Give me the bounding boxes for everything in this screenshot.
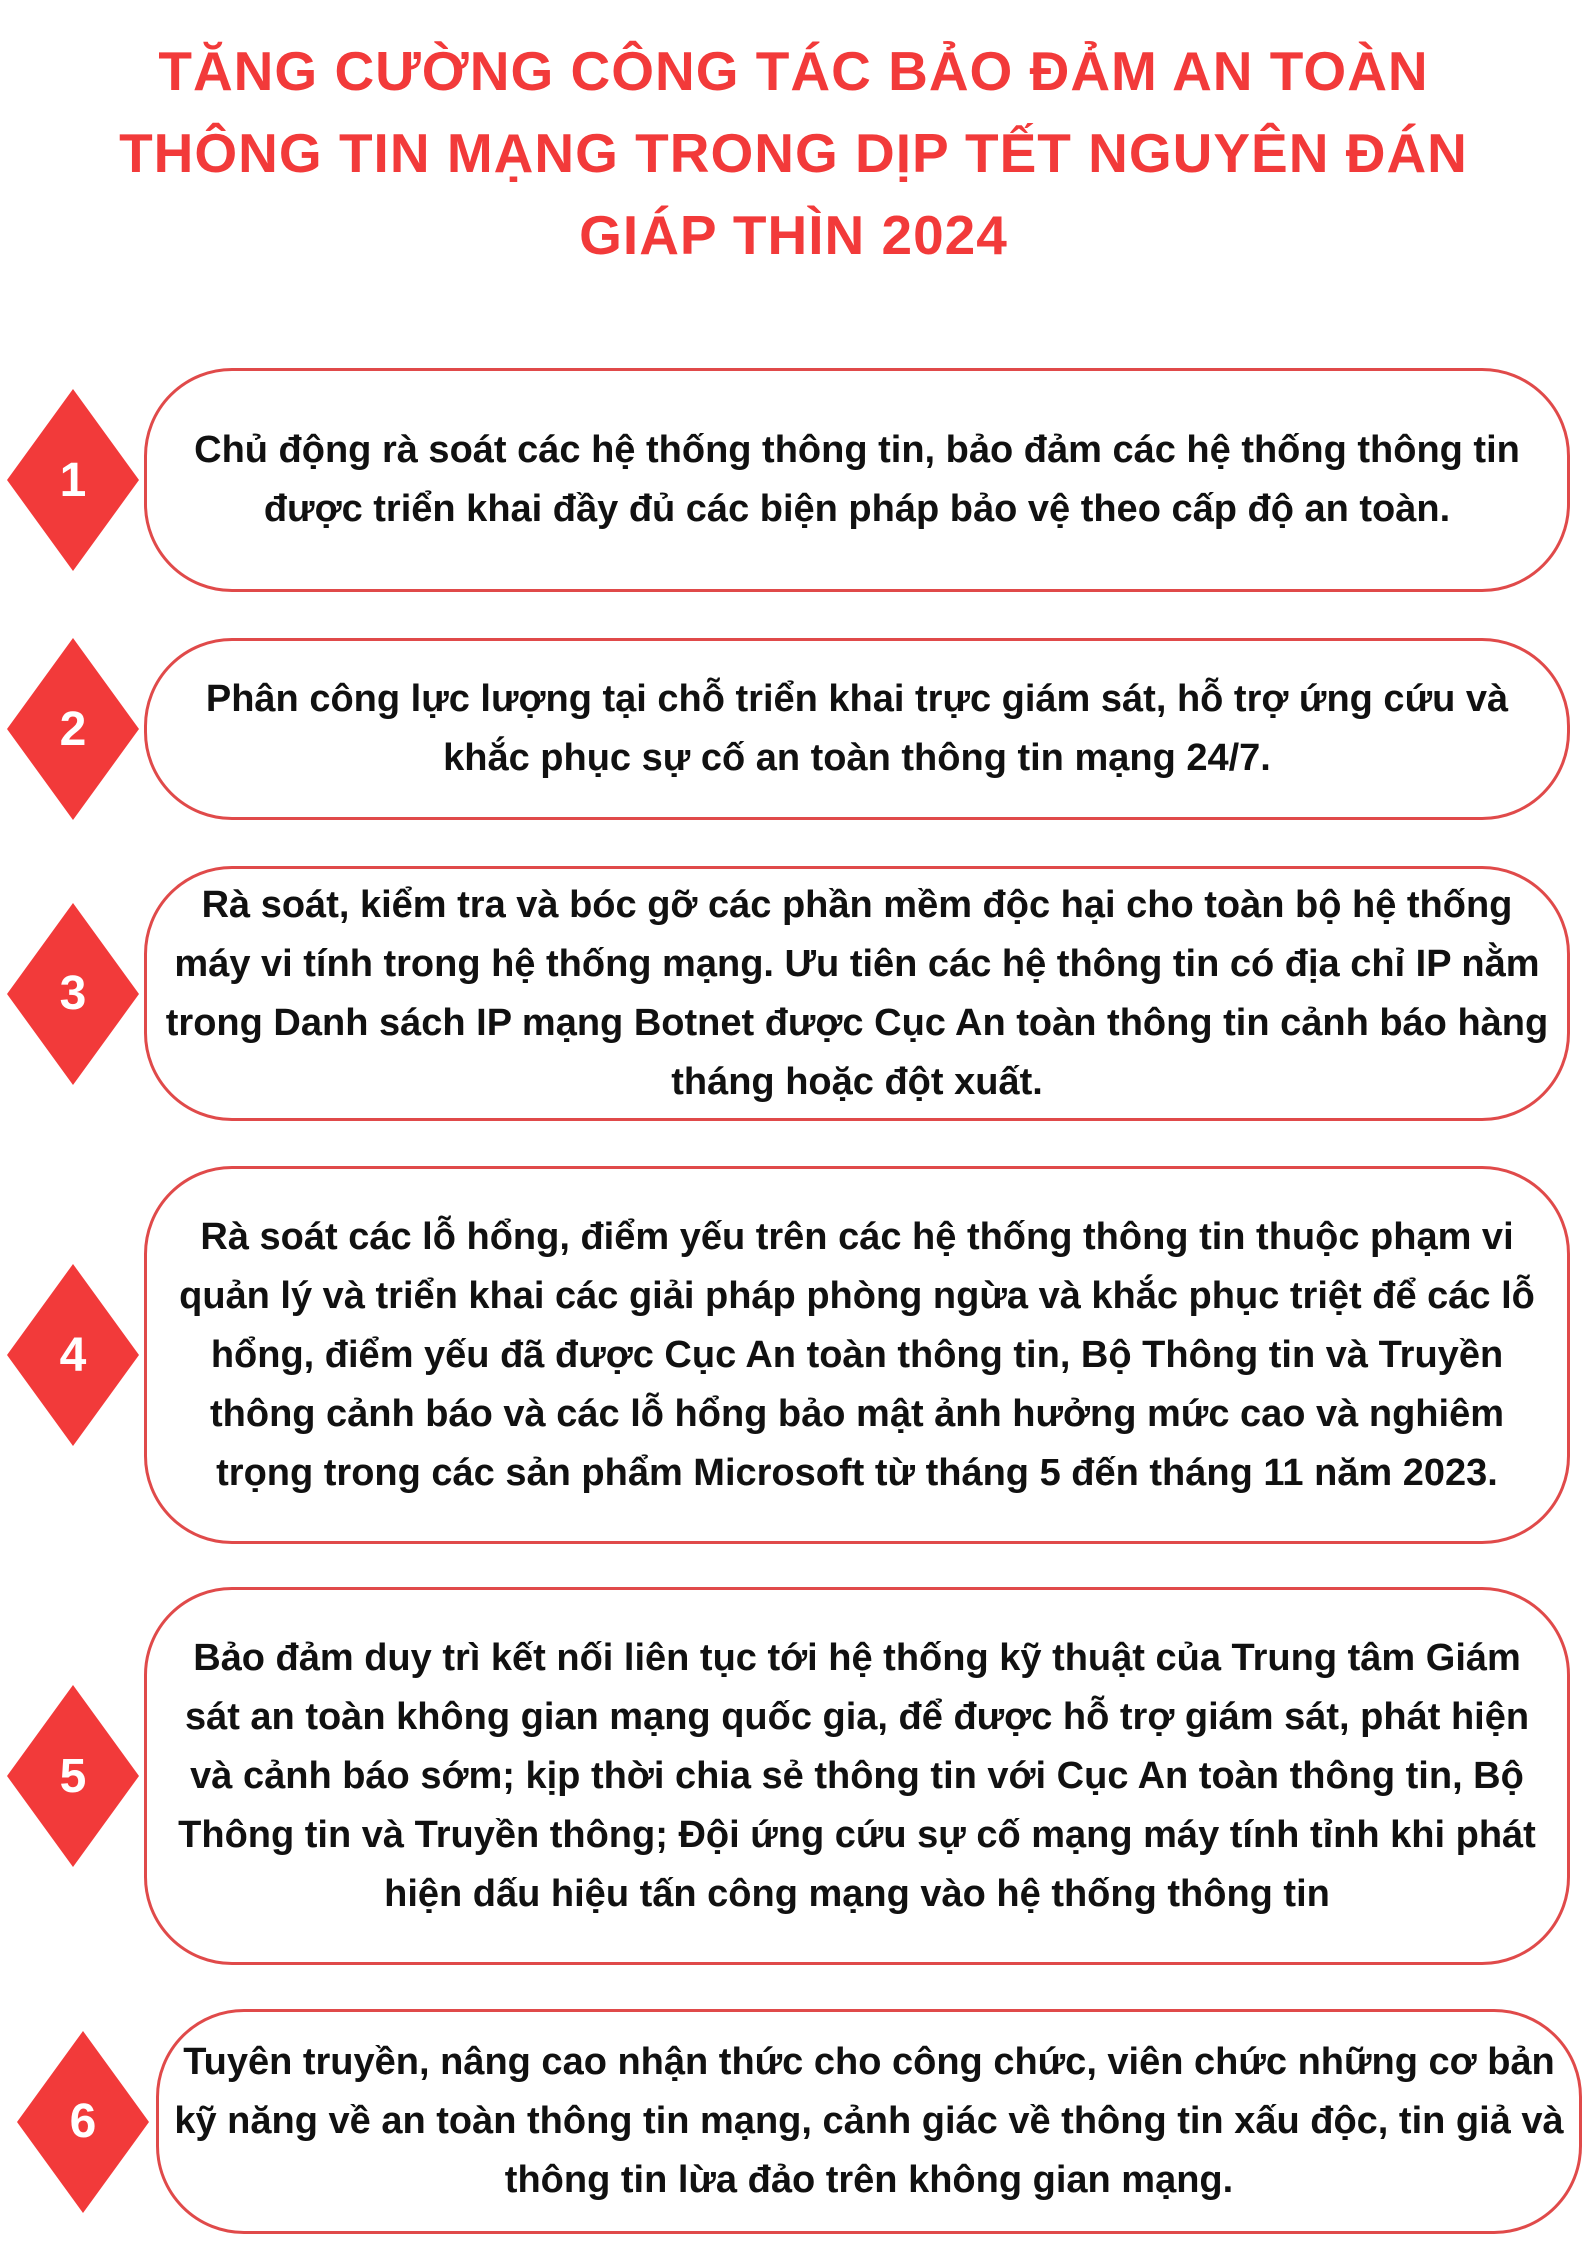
item-text: Tuyên truyền, nâng cao nhận thức cho công chức, viên chức những cơ bản kỹ năng về an toàn thông tin mạng, cảnh giác về thông tin xấu độc, tin giả và thông tin lừa đảo trên không gian mạng. (174, 2041, 1564, 2201)
item-box (144, 1587, 1570, 1965)
item-number: 4 (59, 1328, 87, 1382)
item-box (156, 2009, 1582, 2234)
item-number: 6 (69, 2095, 97, 2148)
number-diamond-icon (7, 638, 139, 820)
item-number: 1 (59, 453, 87, 507)
item-text: Rà soát, kiểm tra và bóc gỡ các phần mềm độc hại cho toàn bộ hệ thống máy vi tính trong hệ thống mạng. Ưu tiên các hệ thông tin có địa chỉ IP nằm trong Danh sách IP mạng Botnet được Cục An toàn thông tin cảnh báo hàng tháng hoặc đột xuất. (165, 883, 1549, 1103)
item-text: Rà soát các lỗ hổng, điểm yếu trên các hệ thống thông tin thuộc phạm vi quản lý và triển khai các giải pháp phòng ngừa và khắc phục triệt để các lỗ hổng, điểm yếu đã được Cục An toàn thông tin, Bộ Thông tin và Truyền thông cảnh báo và các lỗ hổng bảo mật ảnh hưởng mức cao và nghiêm trọng trong các sản phẩm Microsoft từ tháng 5 đến tháng 11 năm 2023. (179, 1215, 1535, 1494)
item-number: 3 (59, 967, 87, 1020)
item-box (144, 1166, 1570, 1544)
title-line-2: THÔNG TIN MẠNG TRONG DỊP TẾT NGUYÊN ĐÁN (119, 122, 1468, 184)
item-text: Chủ động rà soát các hệ thống thông tin, bảo đảm các hệ thống thông tin được triển khai đầy đủ các biện pháp bảo vệ theo cấp độ an toàn. (194, 429, 1520, 530)
item-text: Phân công lực lượng tại chỗ triển khai trực giám sát, hỗ trợ ứng cứu và khắc phục sự cố an toàn thông tin mạng 24/7. (205, 678, 1509, 779)
item-box (144, 368, 1570, 592)
title-line-3: GIÁP THÌN 2024 (579, 204, 1008, 266)
number-diamond-icon (7, 1685, 139, 1867)
item-text: Bảo đảm duy trì kết nối liên tục tới hệ thống kỹ thuật của Trung tâm Giám sát an toàn không gian mạng quốc gia, để được hỗ trợ giám sát, phát hiện và cảnh báo sớm; kịp thời chia sẻ thông tin với Cục An toàn thông tin, Bộ Thông tin và Truyền thông; Đội ứng cứu sự cố mạng máy tính tỉnh khi phát hiện dấu hiệu tấn công mạng vào hệ thống thông tin (178, 1636, 1536, 1915)
number-diamond-icon (7, 1264, 139, 1446)
number-diamond-icon (7, 389, 139, 571)
item-number: 2 (59, 702, 87, 756)
item-number: 5 (59, 1749, 87, 1803)
number-diamond-icon (17, 2031, 149, 2213)
item-box (144, 866, 1570, 1121)
page-title (0, 30, 1587, 276)
number-diamond-icon (7, 903, 139, 1085)
item-box (144, 638, 1570, 820)
title-line-1: TĂNG CƯỜNG CÔNG TÁC BẢO ĐẢM AN TOÀN (158, 40, 1429, 102)
